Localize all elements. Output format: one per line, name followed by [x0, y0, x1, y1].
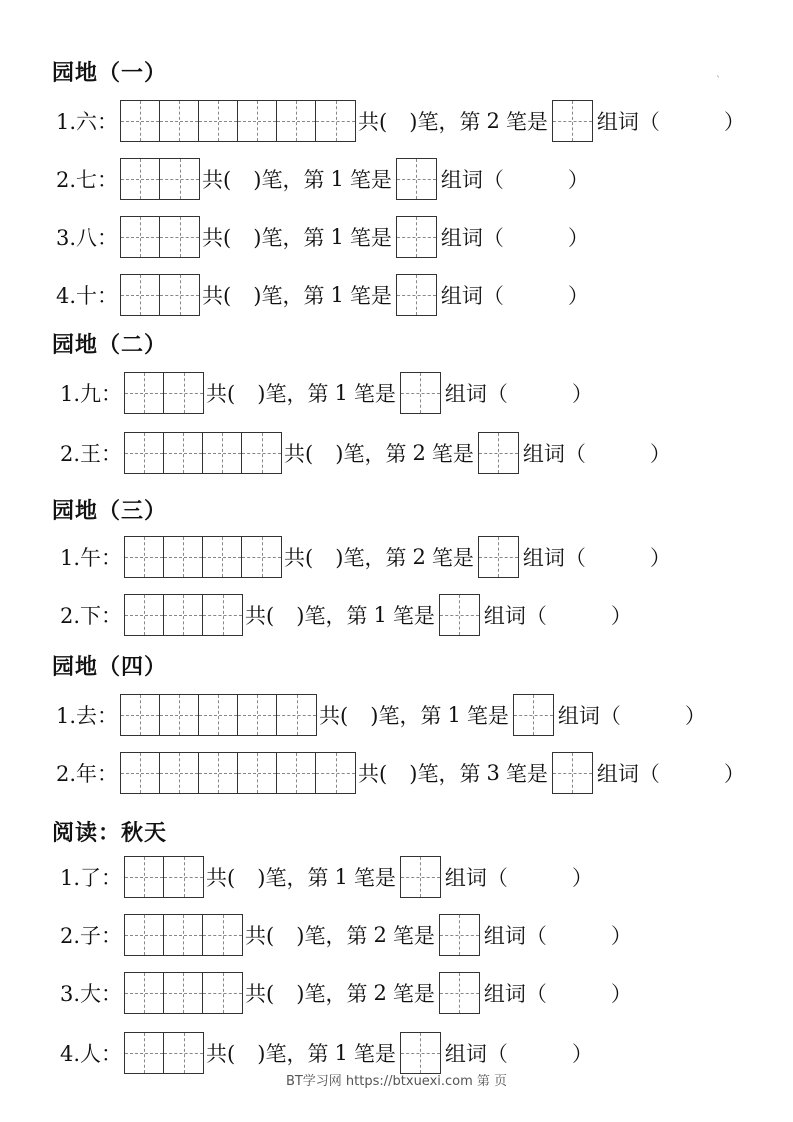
stroke-number: 1 — [334, 865, 348, 889]
close-paren: ） — [649, 546, 671, 570]
writing-cell[interactable] — [203, 595, 242, 635]
stroke-is-label: 笔是 — [431, 442, 474, 466]
stroke-answer-box[interactable] — [439, 914, 480, 956]
stroke-order-grid[interactable] — [124, 432, 282, 474]
character-label: 2.王： — [60, 442, 123, 466]
writing-cell[interactable] — [160, 275, 199, 315]
stroke-answer-box[interactable] — [396, 158, 437, 200]
close-paren: ） — [567, 168, 589, 192]
writing-cell[interactable] — [203, 433, 242, 473]
close-paren: ） — [610, 982, 632, 1006]
stroke-answer-box[interactable] — [552, 100, 593, 142]
close-paren: ） — [649, 442, 671, 466]
writing-cell[interactable] — [125, 973, 164, 1013]
stroke-count-label: 共( — [202, 284, 232, 308]
writing-cell[interactable] — [277, 695, 316, 735]
writing-cell[interactable] — [316, 101, 355, 141]
character-label: 1.九： — [60, 382, 123, 406]
writing-cell[interactable] — [121, 275, 160, 315]
exercise-row — [56, 100, 745, 142]
writing-cell[interactable] — [164, 537, 203, 577]
character-label: 3.大： — [60, 982, 123, 1006]
stroke-index-label: )笔，第 — [335, 442, 407, 466]
stroke-count-label: 共( — [202, 168, 232, 192]
stroke-is-label: 笔是 — [353, 382, 396, 406]
writing-cell[interactable] — [199, 695, 238, 735]
stray-mark: ` — [716, 76, 721, 87]
stroke-order-grid[interactable] — [120, 216, 200, 258]
writing-cell[interactable] — [479, 433, 518, 473]
writing-cell[interactable] — [125, 915, 164, 955]
writing-cell[interactable] — [203, 973, 242, 1013]
word-label: 组词（ — [483, 604, 547, 628]
stroke-order-grid[interactable] — [124, 536, 282, 578]
section-heading: 园地（一） — [52, 61, 168, 86]
stroke-count-label: 共( — [358, 110, 388, 134]
writing-cell[interactable] — [164, 1033, 203, 1073]
stroke-number: 1 — [334, 381, 348, 405]
writing-cell[interactable] — [277, 101, 316, 141]
stroke-count-label: 共( — [284, 546, 314, 570]
exercise-row — [56, 752, 745, 794]
section-heading: 园地（二） — [52, 333, 168, 358]
writing-cell[interactable] — [121, 753, 160, 793]
writing-cell[interactable] — [164, 595, 203, 635]
section-heading: 园地（三） — [52, 499, 168, 524]
stroke-index-label: )笔，第 — [257, 866, 329, 890]
stroke-is-label: 笔是 — [392, 924, 435, 948]
writing-cell[interactable] — [125, 537, 164, 577]
stroke-answer-box[interactable] — [552, 752, 593, 794]
stroke-is-label: 笔是 — [392, 982, 435, 1006]
character-label: 2.七： — [56, 168, 119, 192]
exercise-row — [60, 1032, 593, 1074]
stroke-is-label: 笔是 — [349, 226, 392, 250]
writing-cell[interactable] — [397, 159, 436, 199]
stroke-number: 1 — [330, 225, 344, 249]
writing-cell[interactable] — [164, 857, 203, 897]
character-label: 2.年： — [56, 762, 119, 786]
stroke-index-label: )笔，第 — [409, 110, 481, 134]
writing-cell[interactable] — [479, 537, 518, 577]
stroke-order-grid[interactable] — [124, 372, 204, 414]
stroke-order-grid[interactable] — [120, 158, 200, 200]
character-label: 1.午： — [60, 546, 123, 570]
stroke-number: 2 — [486, 109, 500, 133]
stroke-answer-box[interactable] — [478, 432, 519, 474]
stroke-number: 2 — [412, 441, 426, 465]
stroke-index-label: )笔，第 — [409, 762, 481, 786]
close-paren: ） — [723, 762, 745, 786]
close-paren: ） — [610, 924, 632, 948]
close-paren: ） — [567, 284, 589, 308]
character-label: 4.人： — [60, 1042, 123, 1066]
writing-cell[interactable] — [242, 433, 281, 473]
stroke-is-label: 笔是 — [431, 546, 474, 570]
word-label: 组词（ — [483, 982, 547, 1006]
stroke-index-label: )笔，第 — [296, 604, 368, 628]
word-label: 组词（ — [440, 284, 504, 308]
writing-cell[interactable] — [199, 101, 238, 141]
stroke-index-label: )笔，第 — [257, 1042, 329, 1066]
stroke-answer-box[interactable] — [513, 694, 554, 736]
word-label: 组词（ — [444, 1042, 508, 1066]
stroke-index-label: )笔，第 — [335, 546, 407, 570]
exercise-row — [56, 694, 706, 736]
page-footer: BT学习网 https://btxuexi.com 第 页 — [285, 1074, 508, 1089]
writing-cell[interactable] — [121, 101, 160, 141]
exercise-row — [60, 594, 632, 636]
stroke-count-label: 共( — [284, 442, 314, 466]
stroke-count-label: 共( — [206, 382, 236, 406]
word-label: 组词（ — [557, 704, 621, 728]
stroke-count-label: 共( — [245, 982, 275, 1006]
stroke-order-grid[interactable] — [124, 914, 243, 956]
stroke-order-grid[interactable] — [120, 274, 200, 316]
stroke-count-label: 共( — [202, 226, 232, 250]
stroke-order-grid[interactable] — [124, 594, 243, 636]
word-label: 组词（ — [440, 226, 504, 250]
stroke-index-label: )笔，第 — [296, 982, 368, 1006]
stroke-index-label: )笔，第 — [370, 704, 442, 728]
close-paren: ） — [571, 1042, 593, 1066]
writing-cell[interactable] — [440, 915, 479, 955]
writing-cell[interactable] — [238, 101, 277, 141]
character-label: 2.下： — [60, 604, 123, 628]
writing-cell[interactable] — [440, 595, 479, 635]
character-label: 4.十： — [56, 284, 119, 308]
stroke-index-label: )笔，第 — [253, 284, 325, 308]
writing-cell[interactable] — [121, 159, 160, 199]
stroke-number: 1 — [330, 283, 344, 307]
stroke-number: 2 — [373, 923, 387, 947]
section-heading: 阅读：秋天 — [52, 821, 168, 846]
writing-cell[interactable] — [160, 753, 199, 793]
writing-cell[interactable] — [401, 1033, 440, 1073]
stroke-order-grid[interactable] — [124, 856, 204, 898]
writing-cell[interactable] — [125, 433, 164, 473]
character-label: 2.子： — [60, 924, 123, 948]
writing-cell[interactable] — [440, 973, 479, 1013]
writing-cell[interactable] — [125, 1033, 164, 1073]
exercise-row — [60, 856, 593, 898]
stroke-order-grid[interactable] — [124, 1032, 204, 1074]
stroke-number: 1 — [330, 167, 344, 191]
word-label: 组词（ — [522, 546, 586, 570]
stroke-is-label: 笔是 — [466, 704, 509, 728]
stroke-order-grid[interactable] — [120, 100, 356, 142]
writing-cell[interactable] — [121, 695, 160, 735]
stroke-is-label: 笔是 — [353, 866, 396, 890]
writing-cell[interactable] — [160, 217, 199, 257]
character-label: 1.了： — [60, 866, 123, 890]
character-label: 1.去： — [56, 704, 119, 728]
writing-cell[interactable] — [397, 217, 436, 257]
word-label: 组词（ — [596, 762, 660, 786]
writing-cell[interactable] — [160, 695, 199, 735]
section-heading: 园地（四） — [52, 655, 168, 680]
stroke-order-grid[interactable] — [120, 752, 356, 794]
writing-cell[interactable] — [401, 857, 440, 897]
exercise-row — [60, 536, 671, 578]
writing-cell[interactable] — [401, 373, 440, 413]
stroke-is-label: 笔是 — [505, 110, 548, 134]
writing-cell[interactable] — [203, 537, 242, 577]
stroke-is-label: 笔是 — [392, 604, 435, 628]
stroke-count-label: 共( — [245, 924, 275, 948]
stroke-order-grid[interactable] — [124, 972, 243, 1014]
word-label: 组词（ — [522, 442, 586, 466]
writing-cell[interactable] — [121, 217, 160, 257]
word-label: 组词（ — [596, 110, 660, 134]
stroke-number: 3 — [486, 761, 500, 785]
stroke-is-label: 笔是 — [349, 284, 392, 308]
stroke-answer-box[interactable] — [396, 274, 437, 316]
exercise-row — [60, 914, 632, 956]
stroke-answer-box[interactable] — [400, 1032, 441, 1074]
stroke-number: 2 — [412, 545, 426, 569]
stroke-count-label: 共( — [358, 762, 388, 786]
writing-cell[interactable] — [553, 101, 592, 141]
writing-cell[interactable] — [238, 753, 277, 793]
writing-cell[interactable] — [238, 695, 277, 735]
writing-cell[interactable] — [164, 915, 203, 955]
exercise-row — [60, 432, 671, 474]
stroke-answer-box[interactable] — [439, 972, 480, 1014]
stroke-count-label: 共( — [206, 866, 236, 890]
writing-cell[interactable] — [553, 753, 592, 793]
writing-cell[interactable] — [242, 537, 281, 577]
stroke-answer-box[interactable] — [400, 372, 441, 414]
writing-cell[interactable] — [160, 159, 199, 199]
exercise-row — [60, 972, 632, 1014]
stroke-count-label: 共( — [319, 704, 349, 728]
close-paren: ） — [571, 382, 593, 406]
stroke-index-label: )笔，第 — [257, 382, 329, 406]
exercise-row — [56, 274, 589, 316]
stroke-index-label: )笔，第 — [253, 226, 325, 250]
exercise-row — [56, 216, 589, 258]
word-label: 组词（ — [440, 168, 504, 192]
stroke-is-label: 笔是 — [349, 168, 392, 192]
writing-cell[interactable] — [203, 915, 242, 955]
stroke-count-label: 共( — [206, 1042, 236, 1066]
character-label: 3.八： — [56, 226, 119, 250]
stroke-number: 1 — [447, 703, 461, 727]
stroke-number: 1 — [334, 1041, 348, 1065]
writing-cell[interactable] — [199, 753, 238, 793]
writing-cell[interactable] — [397, 275, 436, 315]
close-paren: ） — [610, 604, 632, 628]
writing-cell[interactable] — [277, 753, 316, 793]
close-paren: ） — [571, 866, 593, 890]
close-paren: ） — [723, 110, 745, 134]
word-label: 组词（ — [444, 866, 508, 890]
word-label: 组词（ — [483, 924, 547, 948]
writing-cell[interactable] — [316, 753, 355, 793]
writing-cell[interactable] — [125, 373, 164, 413]
stroke-index-label: )笔，第 — [253, 168, 325, 192]
writing-cell[interactable] — [125, 857, 164, 897]
writing-cell[interactable] — [125, 595, 164, 635]
stroke-answer-box[interactable] — [478, 536, 519, 578]
stroke-is-label: 笔是 — [353, 1042, 396, 1066]
stroke-index-label: )笔，第 — [296, 924, 368, 948]
writing-cell[interactable] — [164, 373, 203, 413]
writing-cell[interactable] — [514, 695, 553, 735]
character-label: 1.六： — [56, 110, 119, 134]
close-paren: ） — [684, 704, 706, 728]
word-label: 组词（ — [444, 382, 508, 406]
stroke-count-label: 共( — [245, 604, 275, 628]
stroke-is-label: 笔是 — [505, 762, 548, 786]
close-paren: ） — [567, 226, 589, 250]
stroke-answer-box[interactable] — [400, 856, 441, 898]
stroke-order-grid[interactable] — [120, 694, 317, 736]
writing-cell[interactable] — [164, 973, 203, 1013]
stroke-answer-box[interactable] — [439, 594, 480, 636]
exercise-row — [60, 372, 593, 414]
writing-cell[interactable] — [160, 101, 199, 141]
exercise-row — [56, 158, 589, 200]
stroke-answer-box[interactable] — [396, 216, 437, 258]
writing-cell[interactable] — [164, 433, 203, 473]
stroke-number: 1 — [373, 603, 387, 627]
stroke-number: 2 — [373, 981, 387, 1005]
